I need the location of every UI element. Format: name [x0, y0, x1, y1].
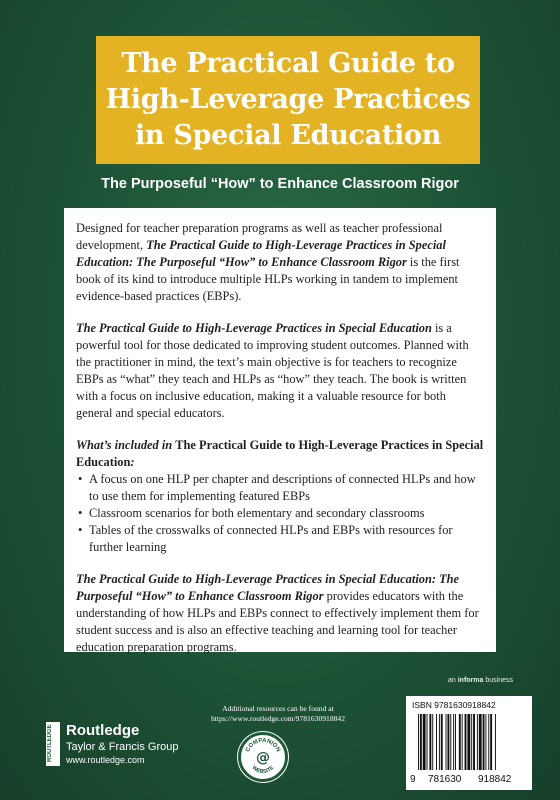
- companion-website-icon: [241, 735, 285, 779]
- barcode-bar: [429, 714, 431, 770]
- barcode-bar: [479, 714, 482, 770]
- barcode-bar: [465, 714, 467, 770]
- barcode-bar: [459, 714, 461, 770]
- barcode-group-2: 918842: [478, 774, 512, 785]
- barcode-bar: [485, 714, 486, 770]
- barcode-bar: [488, 714, 489, 770]
- svg-text:@: @: [256, 750, 270, 766]
- companion-website-badge: [238, 732, 288, 782]
- included-heading: What’s included in The Practical Guide to High-Leverage Practices in Special Education:: [76, 438, 484, 469]
- barcode-bars: [416, 714, 524, 774]
- barcode-group-1: 781630: [428, 774, 462, 785]
- list-item: • Classroom scenarios for both elementary and secondary classrooms: [76, 505, 484, 522]
- title-banner: [96, 36, 480, 164]
- barcode-bar: [473, 714, 475, 770]
- barcode-bar: [483, 714, 485, 770]
- barcode-bar: [462, 714, 463, 770]
- barcode-bar: [423, 714, 426, 770]
- barcode-bar: [418, 714, 419, 770]
- isbn-barcode: [406, 696, 532, 790]
- blurb-paragraph-4: The Practical Guide to High-Leverage Practices in Special Education: The Purposeful “How” to Enhance Classroom Rigor provides educators with the understanding of how HLPs and EBPs connect to effectively implement them for student success and is also an effective teaching and learning tool for teacher education preparation programs.: [76, 572, 479, 654]
- included-list: [76, 471, 484, 556]
- barcode-bar: [427, 714, 428, 770]
- blurb-paragraph-2: The Practical Guide to High-Leverage Practices in Special Education is a powerful tool for those dedicated to improving student outcomes. Planned with the practitioner in mind, the text’s main objective is for teachers to recognize EBPs as “what” they teach and HLPs as “how” they teach. The book is written with a focus on inclusive education, making it a valuable resource for both general and special educators.: [76, 321, 469, 420]
- barcode-bar: [453, 714, 454, 770]
- title-line-1: The Practical Guide to: [121, 48, 455, 79]
- blurb-panel: [64, 208, 496, 652]
- barcode-bar: [495, 714, 496, 770]
- barcode-bar: [455, 714, 456, 770]
- barcode-bar: [477, 714, 478, 770]
- title-line-3: in Special Education: [134, 120, 442, 151]
- barcode-bar: [447, 714, 449, 770]
- barcode-bar: [450, 714, 451, 770]
- routledge-mark-icon: ROUTLEDGE: [46, 722, 60, 766]
- barcode-bar: [441, 714, 443, 770]
- svg-text:WEBSITE: WEBSITE: [250, 764, 276, 776]
- barcode-bar: [446, 714, 447, 770]
- barcode-bar: [436, 714, 437, 770]
- barcode-lead-digit: 9: [410, 774, 416, 785]
- additional-resources: Additional resources can be found at https://www.routledge.com/9781630918842: [210, 704, 346, 723]
- publisher-url: www.routledge.com: [66, 755, 145, 765]
- barcode-bar: [467, 714, 470, 770]
- informa-tagline: an informa business: [448, 677, 513, 684]
- barcode-bar: [471, 714, 472, 770]
- barcode-bar: [420, 714, 422, 770]
- isbn-label: ISBN 978163091884​2: [412, 700, 496, 710]
- routledge-logo: [46, 722, 178, 767]
- barcode-bar: [432, 714, 433, 770]
- publisher-group: Taylor & Francis Group: [66, 741, 179, 753]
- blurb-paragraph-1: Designed for teacher preparation programs as well as teacher professional development, The Practical Guide to High-Leverage Practices in Special Education: The Purposeful “How” to Enhance Classroom Rigor is the first book of its kind to introduce multiple HLPs working in tandem to implement evidence-based practices (EBPs).: [76, 221, 460, 303]
- title-line-2: High-Leverage Practices: [105, 84, 471, 115]
- barcode-bar: [490, 714, 492, 770]
- barcode-bar: [439, 714, 440, 770]
- publisher-name: Routledge: [66, 722, 140, 739]
- book-subtitle: The Purposeful “How” to Enhance Classroom Rigor: [101, 176, 459, 192]
- svg-text:COMPANION: COMPANION: [245, 737, 281, 753]
- list-item: • A focus on one HLP per chapter and descriptions of connected HLPs and how to use them for implementing featured EBPs: [76, 471, 484, 505]
- list-item: • Tables of the crosswalks of connected HLPs and EBPs with resources for further learning: [76, 522, 484, 556]
